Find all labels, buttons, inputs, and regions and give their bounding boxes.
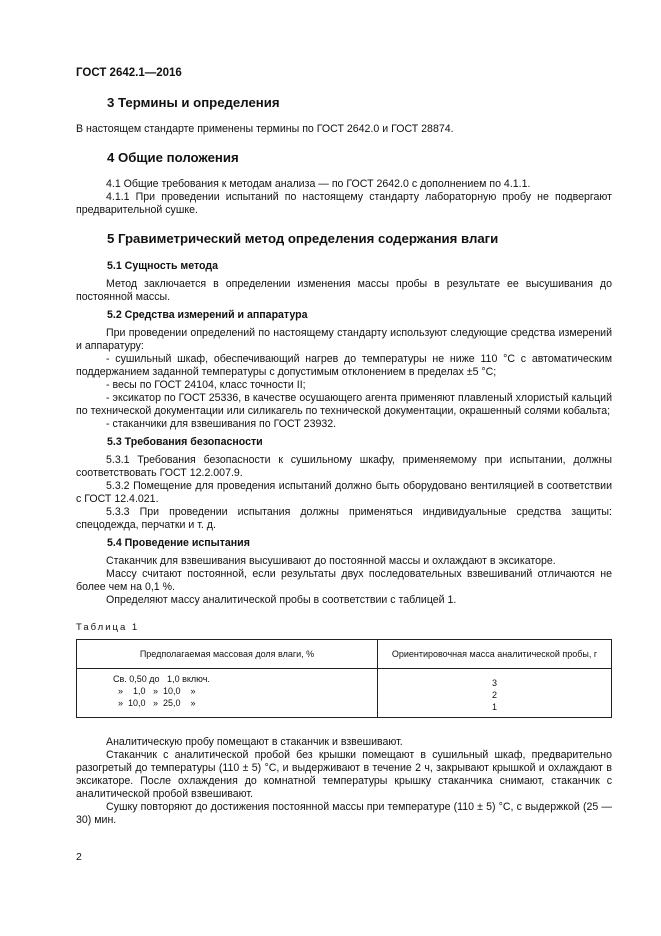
document-body (76, 96, 612, 827)
table-cell-mass: 1 (491, 702, 497, 712)
page-number: 2 (76, 851, 82, 863)
table-1-caption: Таблица 1 (76, 622, 140, 633)
procedure-paragraph-2: Стаканчик с аналитической пробой без крышки помещают в сушильный шкаф, предварительно разогретый до температуры (110 ± 5) °С, и выдерживают в течение 2 ч, закрывают крышкой и охлаждают в эксикаторе. После охлаждения до комнатной температуры крышку стаканчика снимают, стаканчик с аналитической пробой взвешивают. (76, 749, 612, 800)
section-5-4-paragraph-3: Определяют массу аналитической пробы в соответствии с таблицей 1. (106, 594, 457, 606)
section-5-2-paragraph: При проведении определений по настоящему стандарту используют следующие средства измерений и аппаратуру: (76, 327, 612, 352)
section-5-1-paragraph: Метод заключается в определении изменения массы пробы в результате ее высушивания до постоянной массы. (76, 278, 612, 303)
procedure-paragraph-1: Аналитическую пробу помещают в стаканчик и взвешивают. (106, 736, 403, 748)
table-cell-range: » 1,0 » 10,0 » (113, 686, 196, 696)
section-4-title: 4 Общие положения (107, 150, 239, 165)
section-5-2-item-1: - сушильный шкаф, обеспечивающий нагрев до температуры не ниже 110 °С с автоматическим поддержанием заданной температуры с допустимым отклонением в пределах ±5 °С; (76, 353, 612, 378)
table-1-header-moisture: Предполагаемая массовая доля влаги, % (77, 640, 378, 669)
section-5-4-title: 5.4 Проведение испытания (107, 537, 250, 549)
section-4-1-1-paragraph: 4.1.1 При проведении испытаний по настоящему стандарту лабораторную пробу не подвергают предварительной сушке. (76, 191, 612, 216)
document-header: ГОСТ 2642.1—2016 (76, 67, 182, 79)
section-5-3-1-paragraph: 5.3.1 Требования безопасности к сушильному шкафу, применяемому при испытании, должны соответствовать ГОСТ 12.2.007.9. (76, 454, 612, 479)
section-4-1-paragraph: 4.1 Общие требования к методам анализа — по ГОСТ 2642.0 с дополнением по 4.1.1. (106, 178, 531, 190)
section-5-2-title: 5.2 Средства измерений и аппаратура (107, 309, 308, 321)
table-row (77, 669, 612, 718)
table-1-mass-cell (378, 669, 612, 718)
section-5-4-paragraph-1: Стаканчик для взвешивания высушивают до постоянной массы и охлаждают в эксикаторе. (106, 555, 556, 567)
table-cell-range: Св. 0,50 до 1,0 включ. (113, 674, 210, 684)
section-5-1-title: 5.1 Сущность метода (107, 260, 219, 272)
section-5-2-item-3: - эксикатор по ГОСТ 25336, в качестве осушающего агента применяют плавленый хлористый кальций по технической документации или силикагель по технической документации, окрашенный солями кобальта; (76, 392, 612, 417)
section-5-3-title: 5.3 Требования безопасности (107, 436, 263, 448)
section-5-4-paragraph-2: Массу считают постоянной, если результаты двух последовательных взвешиваний отличаются не более чем на 0,1 %. (76, 568, 612, 593)
table-cell-range: » 10,0 » 25,0 » (113, 698, 196, 708)
table-1-ranges-cell (77, 669, 378, 718)
procedure-paragraph-3: Сушку повторяют до достижения постоянной массы при температуре (110 ± 5) °С, с выдержкой (25 — 30) мин. (76, 801, 612, 826)
table-1-header-mass: Ориентировочная масса аналитической пробы, г (378, 640, 612, 669)
section-3-paragraph: В настоящем стандарте применены термины по ГОСТ 2642.0 и ГОСТ 28874. (76, 123, 454, 135)
table-cell-mass: 3 (491, 678, 497, 688)
section-5-title: 5 Гравиметрический метод определения содержания влаги (107, 231, 499, 246)
table-cell-mass: 2 (491, 690, 497, 700)
table-1 (76, 639, 612, 718)
section-5-3-3-paragraph: 5.3.3 При проведении испытания должны применяться индивидуальные средства защиты: спецодежда, перчатки и т. д. (76, 506, 612, 531)
section-5-3-2-paragraph: 5.3.2 Помещение для проведения испытаний должно быть оборудовано вентиляцией в соответствии с ГОСТ 12.4.021. (76, 480, 612, 505)
section-5-2-item-2: - весы по ГОСТ 24104, класс точности II; (106, 379, 306, 391)
section-5-2-item-4: - стаканчики для взвешивания по ГОСТ 23932. (106, 418, 337, 430)
section-3-title: 3 Термины и определения (107, 95, 280, 110)
